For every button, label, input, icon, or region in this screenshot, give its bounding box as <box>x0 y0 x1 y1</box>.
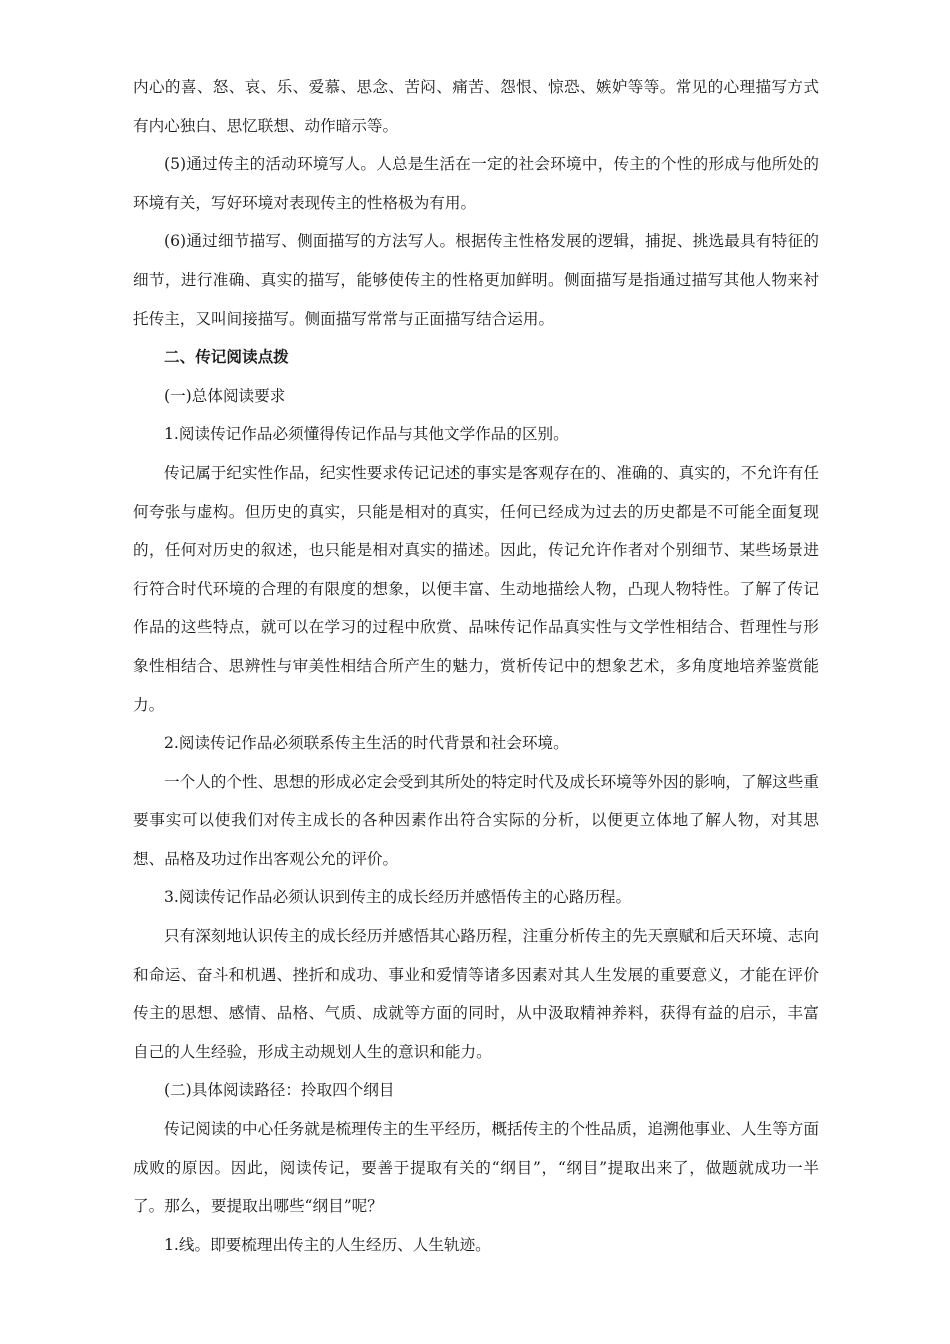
document-body <box>133 68 819 1264</box>
requirement-2-body: 一个人的个性、思想的形成必定会受到其所处的特定时代及成长环境等外因的影响，了解这些重要事实可以使我们对传主成长的各种因素作出符合实际的分析，以便更立体地了解人物，对其思想、品格及功过作出客观公允的评价。 <box>133 772 819 868</box>
requirement-3-body: 只有深刻地认识传主的成长经历并感悟其心路历程，注重分析传主的先天禀赋和后天环境、志向和命运、奋斗和机遇、挫折和成功、事业和爱情等诸多因素对其人生发展的重要意义，才能在评价传主的思想、感情、品格、气质、成就等方面的同时，从中汲取精神养料，获得有益的启示，丰富自己的人生经验，形成主动规划人生的意识和能力。 <box>133 927 819 1061</box>
paragraph-detail-method: (6)通过细节描写、侧面描写的方法写人。根据传主性格发展的逻辑，捕捉、挑选最具有特征的细节，进行准确、真实的描写，能够使传主的性格更加鲜明。侧面描写是指通过描写其他人物来衬托传主，又叫间接描写。侧面描写常常与正面描写结合运用。 <box>133 232 819 328</box>
requirement-1-title: 1.阅读传记作品必须懂得传记作品与其他文学作品的区别。 <box>164 425 569 444</box>
reading-path-body: 传记阅读的中心任务就是梳理传主的生平经历，概括传主的个性品质，追溯他事业、人生等方面成败的原因。因此，阅读传记，要善于提取有关的“纲目”，“纲目”提取出来了，做题就成功一半了。那么，要提取出哪些“纲目”呢？ <box>133 1120 819 1216</box>
requirement-1-body: 传记属于纪实性作品，纪实性要求传记记述的事实是客观存在的、准确的、真实的，不允许有任何夸张与虚构。但历史的真实，只能是相对的真实，任何已经成为过去的历史都是不可能全面复现的，任何对历史的叙述，也只能是相对真实的描述。因此，传记允许作者对个别细节、某些场景进行符合时代环境的合理的有限度的想象，以便丰富、生动地描绘人物，凸现人物特性。了解了传记作品的这些特点，就可以在学习的过程中欣赏、品味传记作品真实性与文学性相结合、哲理性与形象性相结合、思辨性与审美性相结合所产生的魅力，赏析传记中的想象艺术，多角度地培养鉴赏能力。 <box>133 463 819 714</box>
requirement-2-title: 2.阅读传记作品必须联系传主生活的时代背景和社会环境。 <box>164 734 569 753</box>
section-heading-reading-guide: 二、传记阅读点拨 <box>164 347 289 367</box>
paragraph-environment-method: (5)通过传主的活动环境写人。人总是生活在一定的社会环境中，传主的个性的形成与他所处的环境有关，写好环境对表现传主的性格极为有用。 <box>133 155 819 212</box>
subheading-reading-path: (二)具体阅读路径：拎取四个纲目 <box>164 1081 395 1100</box>
subheading-overall-requirements: (一)总体阅读要求 <box>164 386 286 405</box>
outline-item-1-line: 1.线。即要梳理出传主的人生经历、人生轨迹。 <box>164 1235 491 1254</box>
requirement-3-title: 3.阅读传记作品必须认识到传主的成长经历并感悟传主的心路历程。 <box>164 888 632 907</box>
paragraph-psychological-description: 内心的喜、怒、哀、乐、爱慕、思念、苦闷、痛苦、怨恨、惊恐、嫉妒等等。常见的心理描写方式有内心独白、思忆联想、动作暗示等。 <box>133 78 819 135</box>
